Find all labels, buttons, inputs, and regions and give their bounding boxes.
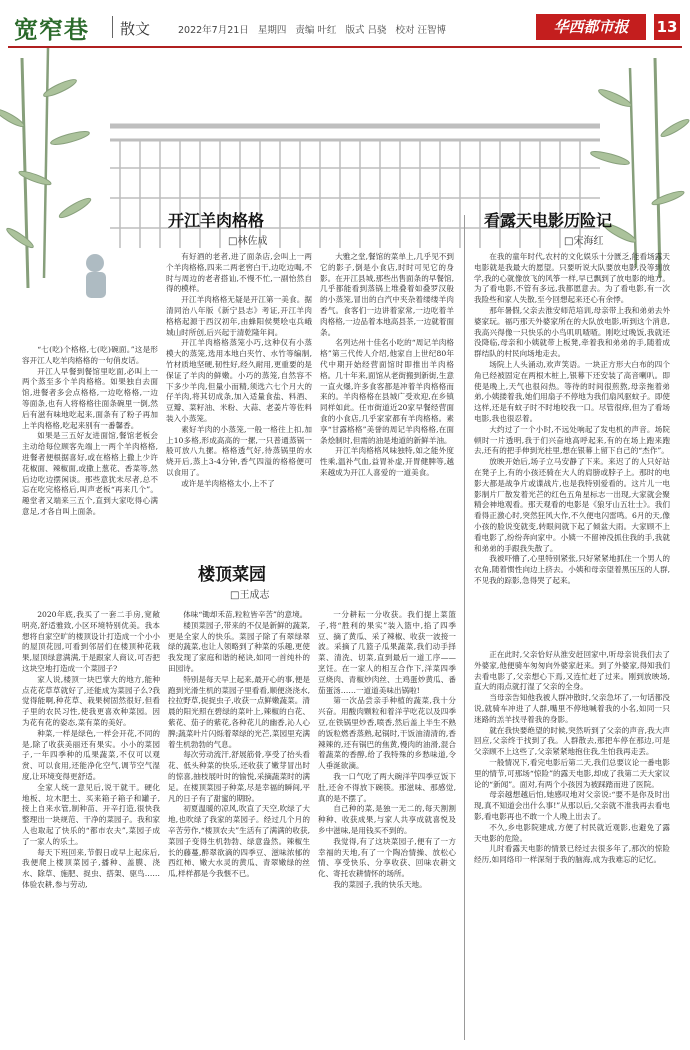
article-author-yang: □林佐成	[228, 236, 268, 247]
article-yang-col2	[166, 252, 312, 552]
paragraph: 我被吓懵了,心里特别紧张,只好紧紧地抓住一个男人的衣角,随着惯性向边上挤去。小姨和母亲望着黑压压的人群,不见我的踪影,急得哭了起来。	[474, 554, 670, 585]
article-garden-col2	[168, 610, 310, 1040]
paragraph: “七(吃)个格格,七(吃)碗面。”这是形容开江人吃羊肉格格的一句俏皮话。	[22, 345, 158, 365]
article-movie-col1	[474, 252, 670, 647]
paragraph: 特别是每天早上起来,最开心的事,便是跑到光滑生机的菜园子里看看,顺便浇浇水,拉拉野草,捉捉虫子,收获一点鲜嫩蔬菜。清晨的阳光照在碧绿的菜叶上,辣椒的白花、紫花、茄子的紫花,各种花儿的幽香,沁人心脾;蔬菜叶片闪烁着翠绿的光芒,菜园里充满着生机勃勃的气息。	[168, 674, 310, 749]
paragraph: 场院上人头涌动,欢声笑语。一块正方形大白布的四个角已经被固定在两根木桩上,银幕下还安装了高音喇叭。即使是晚上,天气也很闷热。等待的时间很煎熬,母亲拖着弟弟,小姨搂着我,她们用扇子不停地为我们扇风驱蚊子。即使这样,还是有蚊子时不时地咬我一口。尽管很痒,但为了看场电影,我也很忍着。	[474, 359, 670, 423]
paragraph: 一般情况下,看完电影后第二天,我们总要议论一番电影里的情节,可那场“惊险”的露天电影,却成了我第二天大家议论的“新闻”。面对,有两个小孩因为被踩踏而进了医院。	[474, 757, 670, 789]
paragraph: 楼顶菜园子,带来的不仅是新鲜的蔬菜,更是全家人的快乐。菜园子除了有翠绿翠绿的蔬菜,也让人领略到了种菜的乐趣,更使我发现了家庭和谐的秘诀,如同一首纯朴的田园诗。	[168, 620, 310, 673]
article-author-movie: □宋海红	[564, 236, 604, 247]
paragraph: 大约过了一个小时,不远处响起了发电机的声音。场院顿时一片透明,我于们兴奋地高呼起来,有的在场上跑来跑去,还有的把手伸到光柱里,想在银幕上留下自己的“杰作”。	[474, 424, 670, 456]
paragraph: 我觉得,有了这块菜园子,便有了一方幸福的天地,有了一个陶冶情操、放松心情、享受快乐、分享收获、回味农耕文化、寄托农耕情怀的场所。	[318, 836, 456, 879]
article-title-yang: 开江羊肉格格	[168, 211, 265, 230]
paragraph: 我的菜园子,我的快乐天地。	[333, 879, 427, 889]
paragraph: 儿时看露天电影的情景已经过去很多年了,那次的惊险经历,如同络印一样深刻于我的脑海,成为我难忘的记忆。	[474, 844, 670, 865]
proofreader: 校对 汪智博	[395, 25, 447, 36]
article-movie-col2	[474, 650, 670, 1040]
paragraph: 体味“锄却禾苗,粒粒皆辛苦”的意境。	[183, 610, 308, 619]
paragraph: 放映开始后,场子立马安静了下来。来迟了的人只好站在凳子上,有的小孩还骑在大人的肩膀或脖子上。那时的电影大都是战争片或谍战片,也是我特别爱看的。这片儿一电影制片厂散发着光芒的红色五角星标志一出现,大家就会聚精会神地观看。那天观看的电影是《狼牙山五壮士》。我们看得正激心时,突然狂风大作,不久便电闪雷鸣。6月的天,像小孩的脸说变就变,转眼间就下起了倾盆大雨。大家顾不上看电影了,纷纷奔向家中。小姨一不留神没抓住我的手,我就和弟弟的手跟我失散了。	[474, 457, 670, 553]
paragraph: 开江羊肉格格蒸笼小巧,这种仅有小蒸模大的蒸笼,选用本地白夹竹、水竹等编制,竹材质地坚硬,韧性好,经久耐用,更重要的是保证了羊肉的鲜嫩。小巧的蒸笼,自然容不下多少羊肉,但量小而精,须选六七个月大的仔羊肉,将其切成条,加入适量食盐、料酒、豆瓣、菜籽油、米粉、大蒜、老姜片等佐料装入小蒸笼。	[166, 338, 312, 423]
paragraph: 自己种的菜,是独一无二的,每天割割种种、收获成果,与家人共享成就喜悦及乡中滋味,是用钱买不到的。	[318, 804, 456, 835]
date: 2022年7月21日	[178, 25, 249, 36]
designer: 版式 吕骁	[345, 25, 387, 36]
paragraph: 母亲越想越后怕,她感叹地对父亲说:“要不是你及时出现,真不知道会出什么事!”从那以后,父亲就不准我再去看电影,看电影再也不敢一个人晚上出去了。	[474, 790, 670, 821]
paragraph: 在我的童年时代,农村的文化娱乐十分匮乏,能看场露天电影就是我最大的愿望。只要听说大队要放电影,没等到放学,我的心就像放飞的风筝一样,早已飘到了放电影的地方。为了看电影,不管有多远,我都愿意去。为了看电影,有一次我险些和家人失散,至今回想起来还心有余悸。	[474, 252, 670, 305]
paragraph: 全家人统一意见后,说干就干。硬化地板、垃木肥土、买来箱子箱子和罐子,接上自来水管,制种苗、开辛打造,很快我整理出一块规范、干净的菜园子。我和家人也取起了快乐的“都市农夫”,菜园子成了一家人的乐土。	[22, 782, 160, 846]
page-header	[8, 8, 682, 48]
header-divider	[112, 16, 113, 38]
masthead-logo: 华西都市报	[536, 14, 646, 40]
paragraph: 种菜,一样是绿色,一样会开花,不同的是,除了收获美丽还有果实。小小的菜园子,一年四季种的瓜果蔬菜,不仅可以观赏、可以食用,还能净化空气,调节空气湿度,让环境变得更舒适。	[22, 728, 160, 781]
paragraph: 不久,乡电影院建成,方便了村民就近观影,也避免了露天电影的危险。	[474, 822, 670, 843]
figure-illustration	[86, 254, 106, 298]
paragraph: 正在此时,父亲恰好从淮安赶回家中,听母亲说我们去了外婆家,他便骑车匆匆向外婆家赶来。到了外婆家,得知我们去看电影了,父亲想心下焉,又连忙赶了过来。刚到放映场,直大的雨点就打湿了父亲的全身。	[474, 650, 670, 692]
paragraph: 第一次品尝亲手种植的蔬菜,我十分兴奋。用酸肉颗粒和着洋芋吃花以及四季豆,在铁锅里炒香,喷香,然后盖上半生不熟的饭粒燃香蒸熟,起锅时,干饭油清清的,香辣辣的,还有锅巴的焦黄,慢肉的油滑,混合着蔬菜的香醇,给了我特殊的乡愁味道,令人垂涎欲滴。	[318, 696, 456, 771]
paragraph: 每天下班回来,节假日或早上起床后,我便爬上楼顶菜园子,播种、盖膜、浇水、除草、施肥、捉虫、搭架、驱鸟……体验农耕,参与劳动,	[22, 847, 160, 889]
paragraph: 2020年底,我买了一套二手房,宽敞明亮,舒适雅致,小区环境特别优美。我本想将自家空旷的楼顶设计打造成一个小小的屋顶花园,可看到邻居们在楼顶种花栽果,屋顶绿意满满,于是跟家人商议,可否把这块空地打造成一个菜园子?	[22, 610, 160, 673]
article-title-movie: 看露天电影历险记	[484, 211, 613, 230]
paragraph: 开江人早餐到餐馆里吃面,必叫上一两个蒸至多个羊肉格格。如果独自去面馆,进餐者多会点格格,一边吃格格,一边等面条,也有人将格格往面条碗里一倒,然后有滋有味地吃起来,面条有了粉子再加上羊肉格格,吃起来别有一番馨香。	[22, 366, 158, 430]
paragraph: 初夏温暖的凉风,吹直了天空,吹绿了大地,也吹绿了我家的菜园子。经过几个月的辛苦劳作,“楼顶农夫”生活有了满满的收获,菜园子变得生机勃勃、绿意盎然。辣椒生长的藤蔓,醉翠欲滴的四季豆、滋味浓郁的西红柿、嫩大水灵的黄瓜、青翠嫩绿的丝瓜,样样都是今我惬不已。	[168, 804, 310, 879]
paragraph: 每次劳动流汗,舒展筋骨,享受了抬头看花、低头种菜的快乐,还收获了嫩芽冒出时的惊喜,抽枝展叶时的愉悦,采摘蔬菜时的满足。在楼顶菜园子种菜,尽是幸福的瞬间,平凡的日子有了甜蜜的期盼。	[168, 750, 310, 803]
paragraph: 或许是羊肉格格太小,上不了	[181, 478, 275, 488]
article-author-garden: □王成志	[230, 590, 270, 601]
paragraph: 一分耕耘一分收获。我们提上菜篮子,将“胜利的果实”装入篮中,掐了四季豆、摘了黄瓜、采了辣椒、收获一波接一波。采摘了几篮子瓜果蔬菜,我们动手择菜、清洗、切菜,直到最后一道工序——烹饪。在一家人的相互合作下,洋菜四季豆烧肉、青椒炒肉丝、土鸡蛋炒黄瓜、番茄蛋汤……一道道美味出锅啦!	[318, 610, 456, 695]
header-meta	[178, 22, 452, 36]
article-title-garden: 楼顶菜园	[198, 565, 266, 585]
paragraph: 大雅之堂,餐馆的菜单上,几乎见不到它的影子,倒是小食店,时时可见它的身影。在开江县城,那些出售面条的早餐馆,几乎都能看到蒸锅上堆叠着如叠罗汉般的小蒸笼,冒出的白汽中夹杂着缕缕羊肉香气。食客们一边讲着家常,一边吃着羊肉格格,一边品着本地高县茶,一边就着面条。	[320, 252, 454, 337]
column-divider	[464, 215, 465, 1040]
paragraph: 当母亲告知他我被人群冲散时,父亲急坏了,一句话都没说,就骑车冲进了人群,嘴里不停地喊着我的小名,如同一只迷路的羔羊找寻着我的身影。	[474, 693, 670, 724]
page-number: 13	[654, 14, 680, 40]
paragraph: 开江羊肉格格无疑是开江第一美食。据清同治八年版《新宁县志》考证,开江羊肉格格起源于西汉初年,由蜂阳侯樊哙屯兵峨城山时所创,后兴起于清乾隆年间。	[166, 295, 312, 337]
article-yang-col3	[320, 252, 454, 552]
section-name: 散文	[120, 20, 151, 38]
paragraph: 如果是三五好友进面馆,餐馆老板会主动给每位顾客先端上一两个羊肉格格,进餐者便根据喜好,或在格格上撒上少许花椒面、辣椒面,或撒上葱花、香菜等,然后边吃边摆闲谈。那些意犹未尽者,总不忘在吃完格格后,叫声老板“再来几个”。趣堂者又端来三五个,直到大家吃得心满意足,才各自叫上面条。	[22, 431, 158, 516]
paragraph: 素好羊肉的小蒸笼,一般一格往上扣,加上10多格,形成高高的一摞,一只普通蒸锅一般可放八九摞。格格透气好,待蒸锅里的水烧开后,蒸上3-4分钟,香气四溢的格格便可以食用了。	[166, 424, 312, 477]
column-name: 宽窄巷	[14, 15, 89, 44]
article-garden-col3	[318, 610, 456, 1040]
paragraph: 那年暑假,父亲去淮安师范培训,母亲带上我和弟弟去外婆家玩。福巧那天外婆家所在的大队放电影,听到这个消息,我高兴得像一只快乐的小鸟叽叽喳喳。刚吃过晚饭,我就还没降临,母亲和小姨就带上板凳,牵着我和弟弟的手,随着成群结队的村民向场地走去。	[474, 305, 670, 359]
paragraph: 开江羊肉格格风味独特,如之能外度性乘,温补气血,益胃补虚,开胃健脾等,越来越成为开江人喜爱的一道美食。	[320, 446, 454, 477]
article-yang-col1	[22, 345, 158, 553]
paragraph: 我一口气吃了两大碗洋芋四季豆饭下肚,还舍不得放下碗筷。那滋味、那感觉,真的是不摆了。	[318, 771, 456, 803]
paragraph: 家人说,楼顶一块巴掌大的地方,能种点花花草草就好了,还能成为菜园子么?我觉得能啊,种花草、栽果树固然很好,但看子里的农民习性,使我更喜欢种菜园。因为花有花的姿态,菜有菜的美好。	[22, 674, 160, 727]
article-garden-col1	[22, 610, 160, 1040]
paragraph: 就在我快要绝望的时候,突然听到了父亲的声音,我大声回应,父亲终于找到了我。人群散去,那把车停在那边,可是父亲顾不上这些了,父亲紧紧地抱住我,生怕我再走丢。	[474, 725, 670, 757]
paragraph: 有好酒的老者,进了面条店,会叫上一两个羊肉格格,四来二两老窖白干,边吃边喝,不时与周边的老者搭讪,不慢不忙,一副怡然自得的模样。	[166, 252, 312, 294]
weekday: 星期四	[257, 25, 287, 36]
paragraph: 名列达州十佳名小吃的“周记羊肉格格”第三代传人介绍,他家自上世纪80年代中期开始经营面馆时即推出羊肉格格。几十年来,面馆从老街搬到新街,生意一直火爆,许多食客都是冲着羊肉格格而来的。羊肉格格在县城广受欢迎,在乡镇同样如此。任市街道近20家早餐经营面食的小食店,几乎家家都有羊肉格格。素享“甘露格格”美誉的周记羊肉格格,在面条烩制时,但需的油是地道的新鲜羊油。	[320, 338, 454, 445]
editor: 责编 叶红	[295, 25, 337, 36]
